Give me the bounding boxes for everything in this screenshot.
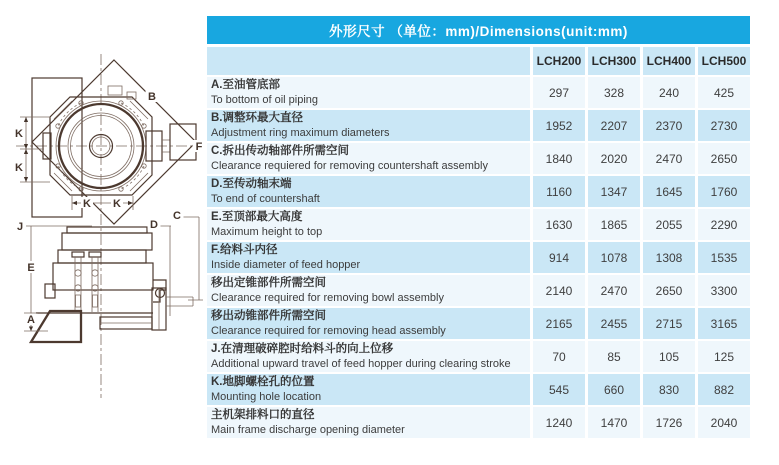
value-cell: 105	[643, 341, 695, 372]
value-cell: 2730	[698, 110, 750, 141]
value-cell: 2140	[533, 275, 585, 306]
value-cell: 425	[698, 77, 750, 108]
row-label-en: Adjustment ring maximum diameters	[211, 126, 390, 139]
value-cell: 2455	[588, 308, 640, 339]
row-label-en: To bottom of oil piping	[211, 93, 319, 106]
value-cell: 1160	[533, 176, 585, 207]
row-label-en: Inside diameter of feed hopper	[211, 258, 361, 271]
label-d: D	[150, 219, 158, 231]
discharge-chute	[31, 311, 81, 342]
row-label	[207, 209, 530, 240]
label-k-bottom-right: K	[113, 198, 121, 210]
column-header-lch200: LCH200	[533, 47, 585, 75]
value-cell: 1630	[533, 209, 585, 240]
label-k-left-upper: K	[15, 128, 23, 140]
value-cell: 2040	[698, 407, 750, 438]
value-cell: 3300	[698, 275, 750, 306]
label-k-left-lower: K	[15, 162, 23, 174]
value-cell: 1952	[533, 110, 585, 141]
row-label-zh: F.给料斗内径	[211, 244, 278, 257]
value-cell: 240	[643, 77, 695, 108]
oil-piping	[72, 252, 101, 312]
value-cell: 2207	[588, 110, 640, 141]
row-label	[207, 275, 530, 306]
value-cell: 2020	[588, 143, 640, 174]
value-cell: 914	[533, 242, 585, 273]
row-label-en: To end of countershaft	[211, 192, 320, 205]
row-label	[207, 407, 530, 438]
side-view	[31, 227, 193, 342]
row-label	[207, 341, 530, 372]
value-cell: 2470	[643, 143, 695, 174]
value-cell: 2290	[698, 209, 750, 240]
table-title: 外形尺寸 （单位：mm)/Dimensions(unit:mm)	[207, 16, 750, 44]
row-label-zh: 主机架排料口的直径	[211, 409, 315, 422]
value-cell: 2715	[643, 308, 695, 339]
value-cell: 2650	[698, 143, 750, 174]
row-label-zh: B.调整环最大直径	[211, 112, 303, 125]
row-label-en: Clearance required for removing head assembly	[211, 324, 446, 337]
value-cell: 1865	[588, 209, 640, 240]
value-cell: 882	[698, 374, 750, 405]
row-label-en: Clearance required for removing bowl assembly	[211, 291, 444, 304]
row-label-en: Mounting hole location	[211, 390, 322, 403]
label-b: B	[148, 91, 156, 103]
technical-drawing	[0, 0, 210, 465]
row-label-en: Maximum height to top	[211, 225, 323, 238]
row-label-en: Main frame discharge opening diameter	[211, 423, 405, 436]
value-cell: 125	[698, 341, 750, 372]
row-label	[207, 143, 530, 174]
row-label	[207, 308, 530, 339]
value-cell: 2055	[643, 209, 695, 240]
value-cell: 1308	[643, 242, 695, 273]
value-cell: 85	[588, 341, 640, 372]
row-label-en: Additional upward travel of feed hopper during clearing stroke	[211, 357, 511, 370]
value-cell: 70	[533, 341, 585, 372]
row-label-zh: E.至顶部最大高度	[211, 211, 303, 224]
value-cell: 830	[643, 374, 695, 405]
row-label-zh: J.在清理破碎腔时给料斗的向上位移	[211, 343, 394, 356]
value-cell: 2370	[643, 110, 695, 141]
row-label-zh: C.拆出传动轴部件所需空间	[211, 145, 349, 158]
value-cell: 545	[533, 374, 585, 405]
value-cell: 2165	[533, 308, 585, 339]
top-rim	[67, 227, 147, 233]
value-cell: 660	[588, 374, 640, 405]
row-label-zh: K.地脚螺栓孔的位置	[211, 376, 315, 389]
main-body	[53, 263, 153, 290]
dimension-labels	[15, 90, 205, 326]
row-label-zh: D.至传动轴末端	[211, 178, 292, 191]
column-header-lch400: LCH400	[643, 47, 695, 75]
value-cell: 1535	[698, 242, 750, 273]
value-cell: 2470	[588, 275, 640, 306]
value-cell: 1470	[588, 407, 640, 438]
label-j: J	[16, 221, 24, 233]
value-cell: 3165	[698, 308, 750, 339]
value-cell: 1240	[533, 407, 585, 438]
label-f: F	[195, 141, 203, 153]
row-label	[207, 77, 530, 108]
table-grid	[207, 47, 750, 438]
value-cell: 1347	[588, 176, 640, 207]
row-label-zh: 移出动锥部件所需空间	[211, 310, 326, 323]
column-header-lch300: LCH300	[588, 47, 640, 75]
value-cell: 1760	[698, 176, 750, 207]
value-cell: 2650	[643, 275, 695, 306]
label-k-bottom-left: K	[83, 198, 91, 210]
value-cell: 1645	[643, 176, 695, 207]
row-label	[207, 242, 530, 273]
value-cell: 328	[588, 77, 640, 108]
value-cell: 1726	[643, 407, 695, 438]
row-label-zh: A.至油管底部	[211, 79, 280, 92]
dimensions-table	[207, 16, 750, 438]
row-label	[207, 176, 530, 207]
label-a: A	[27, 314, 35, 326]
value-cell: 297	[533, 77, 585, 108]
table-corner-cell	[207, 47, 530, 75]
row-label	[207, 374, 530, 405]
column-header-lch500: LCH500	[698, 47, 750, 75]
row-label-en: Clearance requiered for removing countershaft assembly	[211, 159, 488, 172]
adjustment-cap	[62, 233, 152, 250]
row-label	[207, 110, 530, 141]
row-label-zh: 移出定锥部件所需空间	[211, 277, 326, 290]
label-c: C	[173, 210, 181, 222]
label-e: E	[27, 262, 35, 274]
value-cell: 1078	[588, 242, 640, 273]
value-cell: 1840	[533, 143, 585, 174]
